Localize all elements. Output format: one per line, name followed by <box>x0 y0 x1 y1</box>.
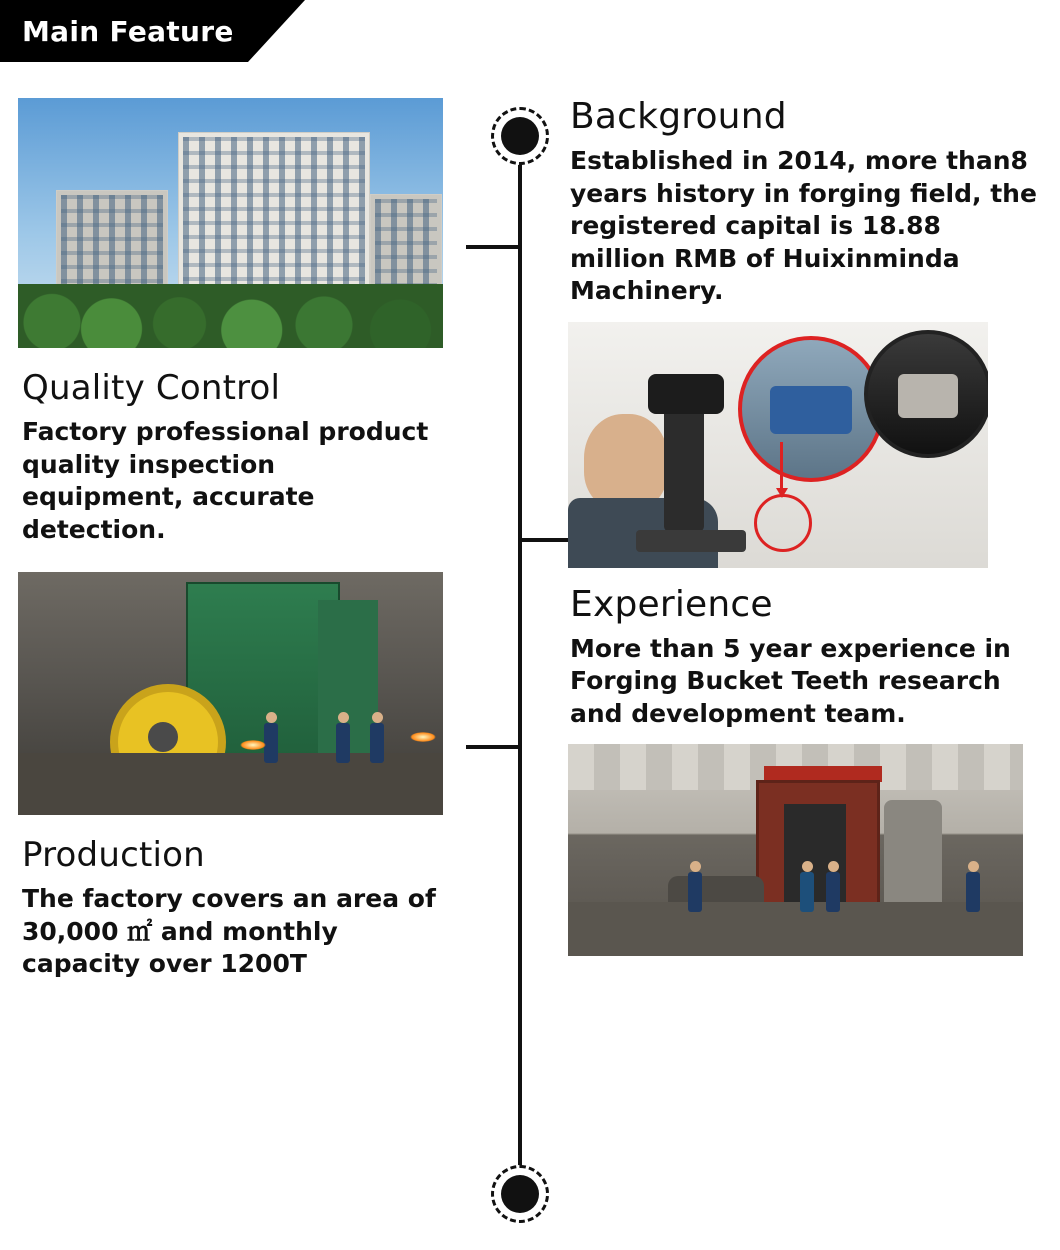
measuring-device-base <box>636 530 746 552</box>
callout-arrow <box>780 442 783 490</box>
measuring-device-head <box>648 374 724 414</box>
right-column <box>568 96 1042 956</box>
banner-title: Main Feature <box>22 15 234 48</box>
tree-line <box>18 284 443 348</box>
forging-press-workshop-photo <box>18 572 443 815</box>
spark <box>240 740 266 750</box>
background-text: Established in 2014, more than8 years history in forging field, the registered capital is 18.88 million RMB of Huixinminda Machinery. <box>570 146 1037 305</box>
worker <box>966 872 980 912</box>
spark <box>410 732 436 742</box>
worker <box>688 872 702 912</box>
inset-closeup-left <box>738 336 884 482</box>
experience-text: More than 5 year experience in Forging Bucket Teeth research and development team. <box>570 633 1011 728</box>
timeline-line <box>518 130 522 1190</box>
worker <box>800 872 814 912</box>
quality-inspection-photo <box>568 322 988 568</box>
production-text: The factory covers an area of 30,000 ㎡ and monthly capacity over 1200T <box>22 884 436 978</box>
quality-control-heading: Quality Control <box>22 368 281 408</box>
inspector-head <box>584 414 668 510</box>
quality-control-text: Factory professional product quality inspection equipment, accurate detection. <box>22 417 429 544</box>
forging-plant-photo <box>568 744 1023 956</box>
timeline-tick-left-1 <box>466 245 520 249</box>
timeline-node-bottom <box>491 1165 549 1223</box>
worker <box>826 872 840 912</box>
callout-circle <box>754 494 812 552</box>
left-column <box>18 98 443 981</box>
worker <box>336 723 350 763</box>
timeline-node-top <box>491 107 549 165</box>
worker <box>370 723 384 763</box>
experience-heading: Experience <box>570 583 773 625</box>
main-feature-banner <box>0 0 305 62</box>
worker <box>264 723 278 763</box>
background-heading: Background <box>570 96 787 137</box>
inset-closeup-right <box>864 330 988 458</box>
production-heading: Production <box>22 835 205 875</box>
timeline-tick-right-1 <box>520 538 574 542</box>
plant-floor <box>568 902 1023 956</box>
office-building-photo <box>18 98 443 348</box>
timeline-tick-left-2 <box>466 745 520 749</box>
